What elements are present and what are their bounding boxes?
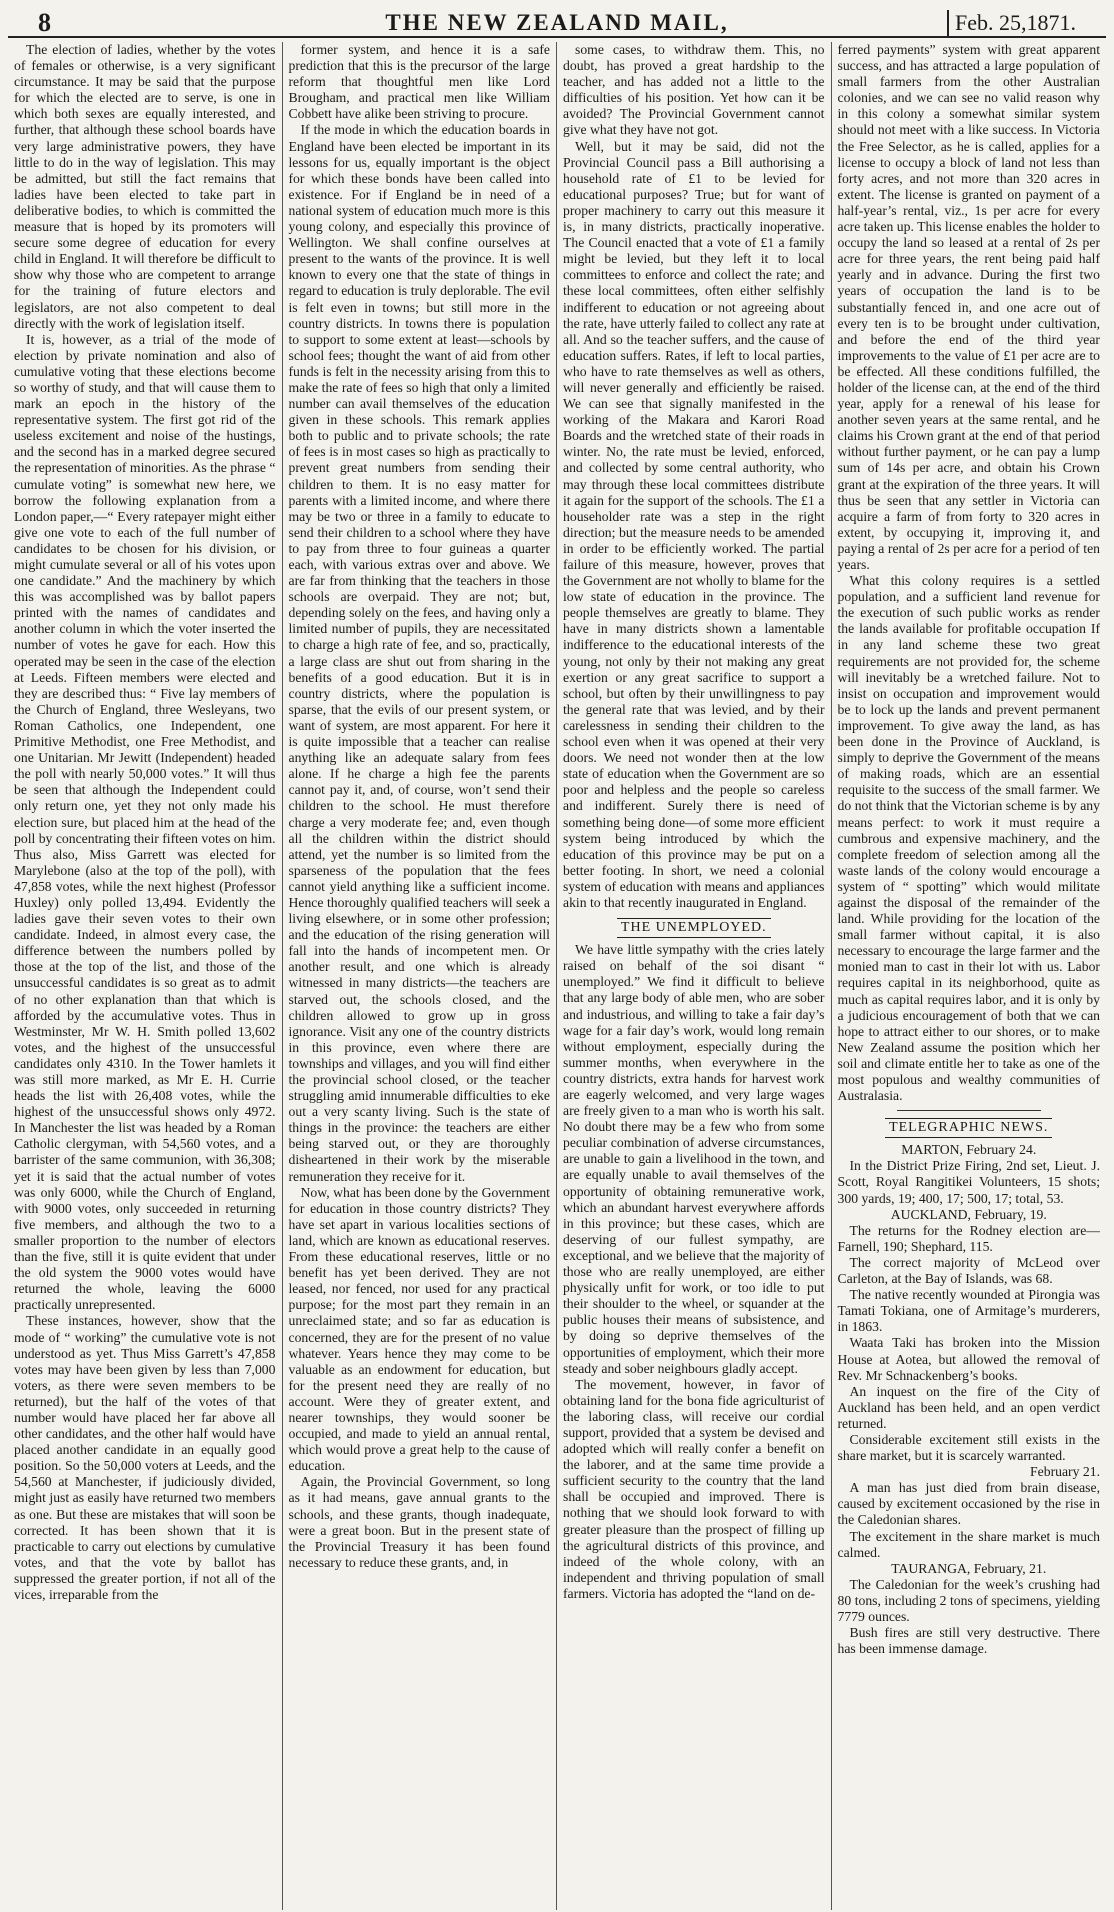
paragraph: Well, but it may be said, did not the Provincial Council pass a Bill authorising a household rate of £1 to be levied for educational purposes? True; but for want of proper machinery to carry out this measure it is, in many districts, practically inoperative. The Council enacted that a vote of £1 a family might be levied, but they left it to local committees to enforce and collect the rate; and these local committees, often either selfishly indifferent to education or not agreeing about the rate, have utterly failed to collect any rate at all. And so the teacher suffers, and the cause of education suffers. Rates, if left to local parties, who have to rate themselves as well as others, will never generally and efficiently be raised. We can see that signally manifested in the working of the Makara and Karori Road Boards and the wretched state of their roads in winter. No, the rate must be levied, enforced, and collected by some central authority, who may through these local committees distribute it again for the support of the schools. The £1 a householder rate was a step in the right direction; but the measure needs to be amended in order to be efficiently worked. The partial failure of this measure, however, proves that the Government are not wholly to blame for the low state of education in the province. The people themselves are greatly to blame. They have in many districts shown a lamentable indifference to the educational interests of the young, not only by their not making any great exertion or any great sacrifice to support a school, but often by their unwillingness to pay the general rate that was levied, and by their carelessness in sending their children to the school even when it was opened at their very doors. We need not wonder then at the low state of education when the Government are so poor and helpless and the people so careless and indifferent. Surely there is need of something being done—of some more efficient system being introduced by which the education of this province may be put on a better footing. In short, we need a colonial system of education with means and appliances akin to that recently inaugurated in England. xyxy=(563,138,825,910)
paragraph: Now, what has been done by the Government for education in those country districts? They have set apart in various localities sections of land, which are known as educational reserves. From these educational reserves, little or no benefit has yet been derived. They are not leased, nor fenced, nor used for any practical purpose; for the most part they remain in an unreclaimed state; and so far as education is concerned, they are for the present of no value whatever. Years hence they may come to be valuable as an endowment for education, but for the present need they are really of no account. Were they of greater extent, and nearer townships, they would sooner be occupied, and made to yield an annual rental, which would prove a great help to the cause of education. xyxy=(288,1184,550,1474)
column-3 xyxy=(557,42,832,1910)
paragraph: What this colony requires is a settled population, and a sufficient land revenue for the execution of such public works as render the lands available for profitable occupation If in any land scheme these two great requirements are not provided for, the scheme will inevitably be a wretched failure. Not to insist on occupation and improvement would be to lock up the lands and prevent permanent improvement. To give away the land, as has been done in the Province of Auckland, is simply to deprive the Government of the means of making roads, which are an essential requisite to the success of the small farmer. We do not think that the Victorian scheme is by any means perfect: to work it must require a cumbrous and expensive machinery, and the complete freedom of selection among all the waste lands of the colony would encourage a system of “ spotting” which would militate against the disposal of the remainder of the land. While providing for the location of the small farmer without capital, it is also necessary to encourage the large farmer and the monied man to cast in their lot with us. Labor requires capital in its neighborhood, quite as much as capital requires labor, and it is only by a judicious encouragement of both that we can hope to attract either to our shores, or to make New Zealand assume the position which her soil and climate entitle her to take as one of the most populous and wealthy communities of Australasia. xyxy=(837,573,1100,1104)
masthead xyxy=(8,6,1106,38)
heading-text: TELEGRAPHIC NEWS. xyxy=(885,1118,1052,1138)
dateline: AUCKLAND, February, 19. xyxy=(890,1206,1047,1222)
section-heading-telegraphic xyxy=(838,1118,1101,1138)
news-item: Bush fires are still very destructive. There has been immense damage. xyxy=(837,1625,1100,1657)
columns xyxy=(8,42,1106,1910)
section-heading-unemployed xyxy=(563,918,825,938)
heading-text: THE UNEMPLOYED. xyxy=(617,918,771,938)
news-item: A man has just died from brain disease, caused by excitement occasioned by the rise in the Caledonian shares. xyxy=(837,1480,1100,1528)
paragraph: If the mode in which the education boards in England have been elected be important in its lessons for us, equally important is the object for which these bonds have been called into existence. For if England be in need of a national system of education much more is this young colony, and especially this province of Wellington. We shall confine ourselves at present to the wants of the province. It is well known to every one that the state of things in regard to education is truly deplorable. The evil is felt even in towns; but still more in the country districts. In towns there is population to support to some extent at least—schools by school fees; thought the want of aid from other funds is felt in the necessity arising from this to make the rate of fees so high that only a limited number can avail themselves of the education given in these schools. This remark applies both to public and to private schools; the rate of fees is in most cases so high as practically to prevent great numbers from sending their children to them. It is no easy matter for parents with a limited income, and where there may be two or three in a family to educate to send their children to a school where they have to pay from three to four guineas a quarter each, with various extras over and above. We are far from thinking that the teachers in those schools are overpaid. They are not; but, depending solely on the fees, and having only a limited number of pupils, they are necessitated to charge a high rate of fee, and so, practically, a large class are shut out from sharing in the benefits of a good education. But it is in country districts, where the population is sparse, that the evils of our present system, or want of system, are most apparent. For here it is quite impossible that a teacher can realise anything like an adequate salary from fees alone. If he charge a high fee the parents cannot pay it, and, of course, won’t send their children to the school. He must therefore charge a very moderate fee; and, even though all the children within the district should attend, yet the number is so limited from the sparseness of the population that the fees cannot yield anything like a sufficient income. Hence thoroughly qualified teachers will seek a living elsewhere, or in some other profession; and the education of the rising generation will fall into the hands of incompetent men. Or another result, and one which is already witnessed in many districts—the teachers are starved out, the schools closed, and the children allowed to grow up in gross ignorance. Visit any one of the country districts in this province, even where there are townships and villages, and you will find either the provincial school closed, or the teacher struggling amid innumerable difficulties to eke out a very scanty living. Such is the state of things in the province: the teachers are either being starved out, or they are thoroughly disheartened in their work by the miserable remuneration they receive for it. xyxy=(288,122,550,1184)
column-4 xyxy=(832,42,1107,1910)
column-1 xyxy=(8,42,283,1910)
paragraph: former system, and hence it is a safe prediction that this is the precursor of the large reform that thoughtful men like Lord Brougham, and practical men like William Cobbett have alike been striving to procure. xyxy=(288,42,550,122)
page-number: 8 xyxy=(38,8,51,37)
news-item: An inquest on the fire of the City of Auckland has been held, and an open verdict returned. xyxy=(837,1383,1100,1431)
dateline: February 21. xyxy=(1030,1464,1100,1480)
paragraph: ferred payments” system with great apparent success, and has attracted a large population of small farmers from the other Australian colonies, and we can see no valid reason why in this colony a somewhat similar system should not meet with a like success. In Victoria the Free Selector, as he is called, applies for a license to occupy a block of land not less than forty acres, and not more than 320 acres in extent. The license is granted on payment of a half-year’s rental, viz., 1s per acre for every acre taken up. This license enables the holder to occupy the land so leased at a rental of 2s per acre for three years, the rent being paid half yearly and in advance. During the first two years of occupation the land is to be substantially fenced in, and one acre out of every ten is to be brought under cultivation, and before the end of the third year improvements to the value of £1 per acre are to be effected. All these conditions fulfilled, the holder of the license can, at the end of the third year, apply for a renewal of his lease for another seven years at the same rental, and he claims his Crown grant at the end of that period without further payment, or he can pay a lump sum of 14s per acre, and obtain his Crown grant at the expiration of the three years. It will thus be seen that any settler in Victoria can acquire a farm of from forty to 320 acres in extent, by occupying it, improving it, and paying a rental of 2s per acre for a period of ten years. xyxy=(837,42,1100,572)
issue-date: Feb. 25,1871. xyxy=(947,10,1076,36)
dateline: TAURANGA, February, 21. xyxy=(891,1560,1047,1576)
paragraph: It is, however, as a trial of the mode of election by private nomination and also of cumulative voting that these elections become so worthy of study, and that will cause them to mark an epoch in the history of the representative system. The first got rid of the useless excitement and noise of the hustings, and the second has in a marked degree secured the representation of minorities. As the phrase “ cumulate voting” is somewhat new here, we borrow the following explanation from a London paper,—“ Every ratepayer might either give one vote to each of the full number of candidates to be chosen for his division, or might cumulate several or all of his votes upon one candidate.” And the machinery by which this was accomplished was by ballot papers printed with the names of candidates and another column in which the voter inserted the number of votes he gave for each. How this operated may be seen in the case of the election at Leeds. Fifteen members were elected and they are described thus: “ Five lay members of the Church of England, three Wesleyans, two Roman Catholics, one Independent, one Primitive Methodist, one Free Methodist, and one Unitarian. Mr Jewitt (Independent) headed the poll with nearly 50,000 votes.” It will thus be seen that although the Independent could only return one, yet they not only made his election sure, but placed him at the head of the poll by concentrating their fifteen votes on him. Thus also, Miss Garrett was elected for Marylebone (also at the top of the poll), with 47,858 votes, while the next highest (Professor Huxley) only polled 13,494. Evidently the ladies gave their seven votes to their own candidate. Indeed, in almost every case, the difference between the numbers polled by those at the top of the list, and those of the unsuccessful candidates is so great as to admit of no other explanation than that which is afforded by the accumulative votes. Thus in Westminster, Mr W. H. Smith polled 13,602 votes, and the highest of the unsuccessful candidates only 4310. In the Tower hamlets it was still more marked, as Mr E. H. Currie heads the list with 26,408 votes, while the highest of the unsuccessful shows only 4972. In Manchester the list was headed by a Roman Catholic clergyman, with 54,560 votes, and a barrister of the same communion, with 36,308; yet it is said that the actual number of votes was only 6000, while the Church of England, with 9000 votes, only succeeded in returning five members, and although the two to a smaller proportion to the number of electors than the five, still it is quite evident that under the old system the 9000 votes would have returned the whole, leaving the 6000 practically unrepresented. xyxy=(14,331,276,1313)
paragraph: These instances, however, show that the mode of “ working” the cumulative vote is not understood as yet. Thus Miss Garrett’s 47,858 votes may have been given by less than 7,000 voters, as there were seven members to be returned), but the half of the votes of that number would have placed her far above all other candidates, and the other half would have placed another candidate in an equally good position. So the 50,000 voters at Leeds, and the 54,560 at Manchester, if judiciously divided, might just as easily have returned two members as one. But these are mistakes that will soon be corrected. It has been shown that it is practicable to carry out elections by cumulative votes, and that the vote by ballot has suppressed the greater portion, if not all of the vices, irreparable from the xyxy=(14,1313,276,1602)
dateline: MARTON, February 24. xyxy=(901,1142,1037,1158)
column-2 xyxy=(283,42,558,1910)
paragraph: some cases, to withdraw them. This, no doubt, has proved a great hardship to the teacher, and has added not a little to the difficulties of his position. Yet how can it be avoided? The Provincial Government cannot give what they have not got. xyxy=(563,42,825,138)
paragraph: Again, the Provincial Government, so long as it had means, gave annual grants to the schools, and these grants, though inadequate, were a great boon. But in the present state of the Provincial Treasury it has been found necessary to reduce these grants, and, in xyxy=(288,1474,550,1570)
news-item: The Caledonian for the week’s crushing had 80 tons, including 2 tons of specimens, yielding 7779 ounces. xyxy=(837,1576,1100,1624)
news-item: The correct majority of McLeod over Carleton, at the Bay of Islands, was 68. xyxy=(837,1254,1100,1287)
news-item: Considerable excitement still exists in the share market, but it is scarcely warranted. xyxy=(837,1431,1100,1464)
newspaper-title: THE NEW ZEALAND MAIL, xyxy=(385,10,729,35)
news-item: The excitement in the share market is much calmed. xyxy=(837,1528,1100,1560)
paragraph: The election of ladies, whether by the votes of females or otherwise, is a very significant circumstance. It may be said that the purpose for which the elected are to serve, is one in which both sexes are equally interested, and further, that although these school boards have very large administrative powers, they have little to do in the way of legislation. This may be admitted, but still the fact remains that ladies have been elected to take part in deliberative bodies, to which is committed the measure that is hoped by its promoters will secure some degree of education for every child in England. It will therefore be difficult to show why those who are competent to arrange for the training of future electors and legislators, are not also competent to deal directly with the work of legislation itself. xyxy=(14,42,276,331)
paragraph: The movement, however, in favor of obtaining land for the bona fide agriculturist of the laboring class, will receive our cordial support, provided that a system be devised and adopted which will really confer a benefit on the laborer, and at the same time provide a sufficient security to the country that the land shall be occupied and improved. There is nothing that we should look forward to with greater pleasure than the prospect of filling up the agricultural districts of this province, and indeed of the whole colony, with an independent and thriving population of small farmers. Victoria has adopted the “land on de- xyxy=(563,1376,825,1601)
news-item: The native recently wounded at Pirongia was Tamati Tokiana, one of Armitage’s murderers, in 1863. xyxy=(837,1287,1100,1335)
news-item: The returns for the Rodney election are—Farnell, 190; Shephard, 115. xyxy=(837,1222,1100,1254)
news-item: Waata Taki has broken into the Mission House at Aotea, but allowed the removal of Rev. Mr Schnackenberg’s books. xyxy=(837,1335,1100,1383)
paragraph: We have little sympathy with the cries lately raised on behalf of the soi disant “ unemployed.” We find it difficult to believe that any large body of able men, who are sober and industrious, and willing to take a fair day’s wage for a fair day’s work, would long remain without employment, especially during the summer months, when everywhere in the country districts, extra hands for harvest work are eagerly welcomed, and very large wages are freely given to a man who is worth his salt. No doubt there may be a few who from some peculiar combination of adverse circumstances, are unable to gain a livelihood in the town, and are equally unable to avail themselves of the opportunity of obtaining remunerative work, which an abundant harvest everywhere affords in this province; but these cases, which are deserving of our fullest sympathy, are exceptional, and we believe that the majority of those who are really unemployed, are either physically unfit for work, or too idle to put their shoulder to the wheel, or squander at the public houses their means of subsistence, and by doing so deprive themselves of the opportunities of employment, which their more steady and sober neighbours gladly accept. xyxy=(563,942,825,1376)
news-item: In the District Prize Firing, 2nd set, Lieut. J. Scott, Royal Rangitikei Volunteers, 15 shots; 300 yards, 19; 400, 17; 500, 17; total, 53. xyxy=(837,1158,1100,1206)
divider xyxy=(897,1110,1041,1111)
